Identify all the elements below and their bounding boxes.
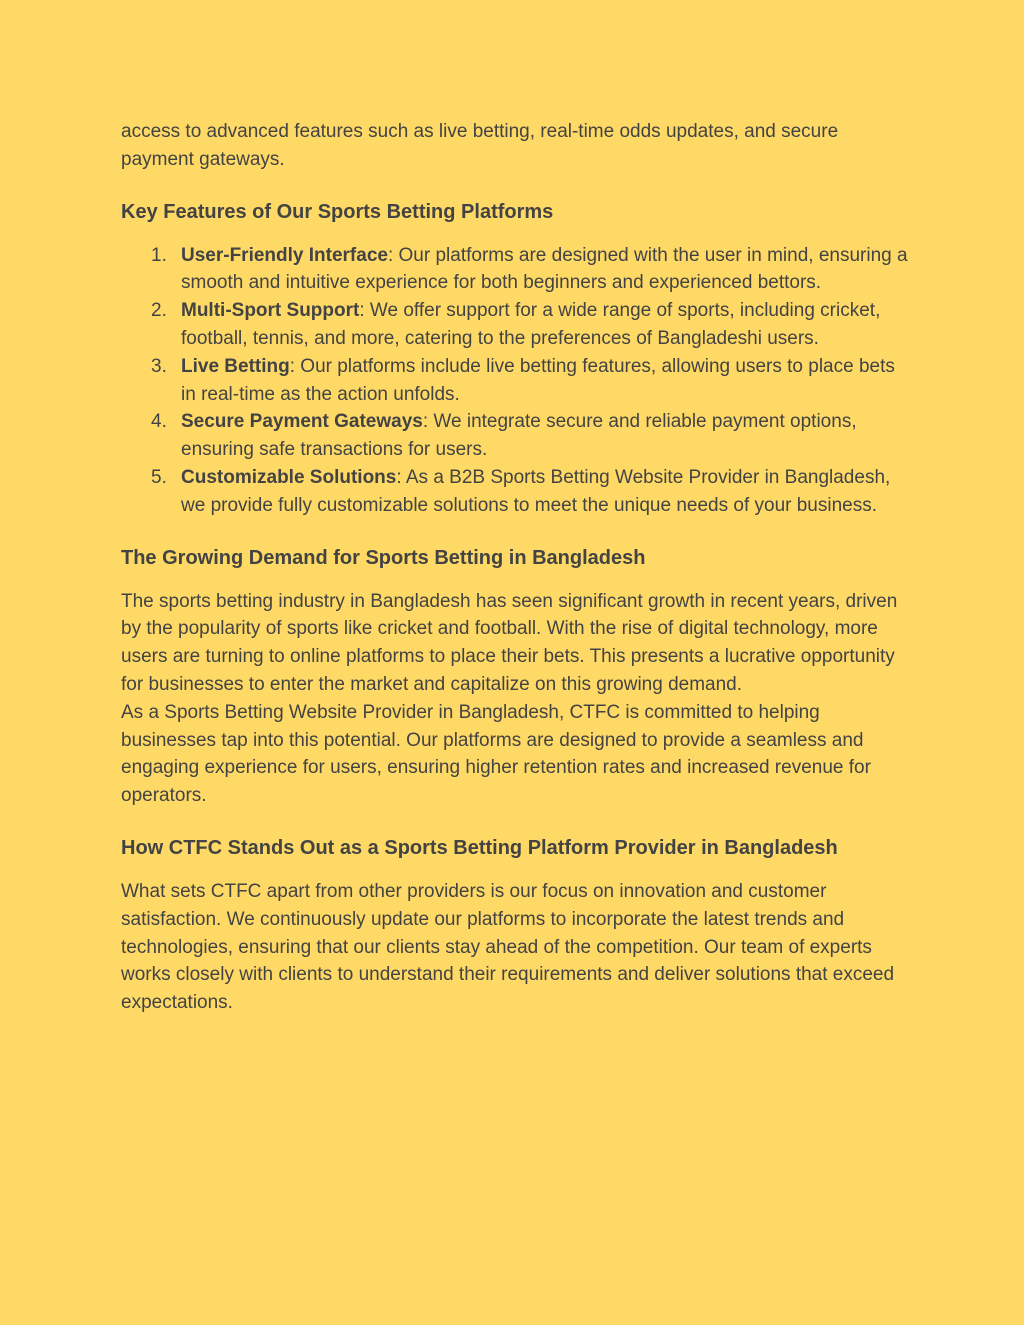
feature-item (121, 464, 911, 520)
demand-heading: The Growing Demand for Sports Betting in Bangladesh (121, 546, 646, 569)
feature-number: 1. (151, 244, 167, 266)
feature-number: 4. (151, 411, 167, 433)
feature-item (121, 353, 911, 409)
feature-description: : We offer support for a wide range of sports, including cricket, football, tennis, and more, catering to the preferences of Bangladeshi users. (181, 300, 881, 349)
standout-heading: How CTFC Stands Out as a Sports Betting Platform Provider in Bangladesh (121, 836, 838, 859)
feature-description: : Our platforms are designed with the user in mind, ensuring a smooth and intuitive experience for both beginners and experienced bettors. (181, 244, 908, 294)
features-list (121, 242, 911, 520)
features-heading: Key Features of Our Sports Betting Platforms (121, 200, 554, 223)
document-body (121, 118, 911, 1017)
standout-paragraph: What sets CTFC apart from other providers is our focus on innovation and customer satisfaction. We continuously update our platforms to incorporate the latest trends and technologies, ensuring that our clients stay ahead of the competition. Our team of experts works closely with clients to understand their requirements and deliver solutions that exceed expectations. (121, 880, 895, 1014)
feature-term: Multi-Sport Support (181, 300, 360, 322)
feature-description: : Our platforms include live betting features, allowing users to place bets in real-time as the action unfolds. (181, 355, 895, 405)
intro-paragraph: access to advanced features such as live betting, real-time odds updates, and secure payment gateways. (121, 121, 839, 170)
feature-item (121, 297, 911, 353)
feature-term: Secure Payment Gateways (181, 411, 423, 433)
feature-number: 3. (151, 355, 167, 377)
demand-paragraph-1: The sports betting industry in Bangladesh has seen significant growth in recent years, driven by the popularity of sports like cricket and football. With the rise of digital technology, more users are turning to online platforms to place their bets. This presents a lucrative opportunity for businesses to enter the market and capitalize on this growing demand. (121, 590, 898, 695)
feature-number: 2. (151, 300, 167, 322)
feature-term: Live Betting (181, 355, 290, 377)
feature-term: Customizable Solutions (181, 466, 397, 488)
feature-item (121, 408, 911, 464)
feature-item (121, 242, 911, 298)
feature-description: : As a B2B Sports Betting Website Provider in Bangladesh, we provide fully customizable solutions to meet the unique needs of your business. (181, 466, 891, 516)
feature-term: User-Friendly Interface (181, 244, 388, 266)
feature-number: 5. (151, 466, 167, 488)
demand-paragraph-2: As a Sports Betting Website Provider in Bangladesh, CTFC is committed to helping businesses tap into this potential. Our platforms are designed to provide a seamless and engaging experience for users, ensuring higher retention rates and increased revenue for operators. (121, 701, 871, 807)
feature-description: : We integrate secure and reliable payment options, ensuring safe transactions for users. (181, 411, 857, 461)
